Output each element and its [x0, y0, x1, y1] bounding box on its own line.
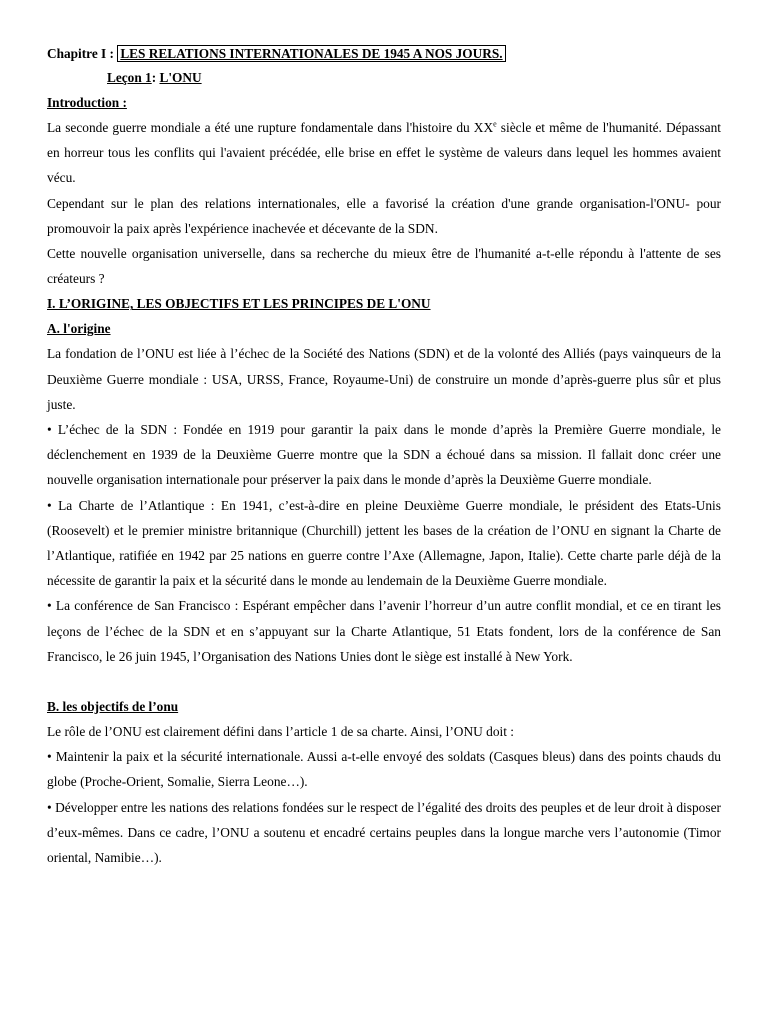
objectives-paragraph-rights: • Développer entre les nations des relations fondées sur le respect de l’égalité des droits des peuples et de leur droit à disposer d’eux-mêmes. Dans ce cadre, l’ONU a soutenu et encadré certains peuples dans la longue marche vers l’autonomie (Timor oriental, Namibie…).	[47, 799, 721, 866]
chapter-title	[47, 42, 721, 65]
subsection-a-heading: A. l'origine	[47, 321, 111, 337]
intro-p1-start: La seconde guerre mondiale a été une rupture fondamentale dans l'histoire du XX	[47, 120, 494, 135]
lesson-sep: :	[151, 70, 160, 85]
lesson-prefix: Leçon 1	[107, 70, 152, 85]
origin-paragraph-san-francisco: • La conférence de San Francisco : Espérant empêcher dans l’avenir l’horreur d’un autre conflit mondial, et ce en tirant les leçons de l’échec de la SDN et en s’appuyant sur la Charte Atlantique, 51 Etats fondent, lors de la conférence de San Francisco, le 26 juin 1945, l’Organisation des Nations Unies dont le siège est installé à New York.	[47, 598, 721, 664]
lesson-name: L'ONU	[159, 70, 202, 85]
section-1-heading: I. L’ORIGINE, LES OBJECTIFS ET LES PRINCIPES DE L'ONU	[47, 296, 431, 312]
chapter-prefix: Chapitre I :	[47, 46, 118, 61]
subsection-b-heading: B. les objectifs de l’onu	[47, 699, 179, 715]
origin-paragraph-1: La fondation de l’ONU est liée à l’échec de la Société des Nations (SDN) et de la volonté des Alliés (pays vainqueurs de la Deuxième Guerre mondiale : USA, URSS, France, Royaume-Uni) de construire un monde d’après-guerre plus sûr et plus juste.	[47, 346, 721, 412]
intro-p1-sup: e	[493, 119, 497, 129]
intro-paragraph-1	[47, 115, 721, 191]
chapter-title-boxed: LES RELATIONS INTERNATIONALES DE 1945 A NOS JOURS.	[117, 45, 505, 62]
intro-heading: Introduction :	[47, 95, 127, 110]
intro-paragraph-3: Cette nouvelle organisation universelle, dans sa recherche du mieux être de l'humanité a-t-elle répondu à l'attente de ses créateurs ?	[47, 246, 721, 287]
objectives-paragraph-1: Le rôle de l’ONU est clairement défini dans l’article 1 de sa charte. Ainsi, l’ONU doit :	[47, 724, 515, 740]
lesson-title	[47, 65, 721, 90]
spacer	[47, 669, 721, 694]
origin-paragraph-sdn: • L’échec de la SDN : Fondée en 1919 pour garantir la paix dans le monde d’après la Première Guerre mondiale, le déclenchement en 1939 de la Deuxième Guerre montre que la SDN a échoué dans sa mission. Il fallait donc créer une nouvelle organisation internationale pour préserver la paix dans le monde d’après la Deuxième Guerre mondiale.	[47, 422, 721, 488]
objectives-paragraph-peace: • Maintenir la paix et la sécurité internationale. Aussi a-t-elle envoyé des soldats (Casques bleus) dans des points chauds du globe (Proche-Orient, Somalie, Sierra Leone…).	[47, 749, 721, 790]
origin-paragraph-charter: • La Charte de l’Atlantique : En 1941, c’est-à-dire en pleine Deuxième Guerre mondiale, le président des Etats-Unis (Roosevelt) et le premier ministre britannique (Churchill) jettent les bases de la création de l’ONU en signant la Charte de l’Atlantique, ratifiée en 1942 par 25 nations en guerre contre l’Axe (Allemagne, Japon, Italie). Cette charte parle déjà de la nécessite de garantir la paix et la sécurité dans le monde au lendemain de la Deuxième Guerre mondiale.	[47, 497, 721, 589]
intro-p1-end: siècle et même de l'humanité. Dépassant en horreur tous les conflits qui l'avaient précédée, elle brise en effet le système de valeurs dans lequel les hommes avaient vécu.	[47, 120, 721, 186]
intro-paragraph-2: Cependant sur le plan des relations internationales, elle a favorisé la création d'une grande organisation-l'ONU- pour promouvoir la paix après l'expérience inachevée et décevante de la SDN.	[47, 195, 721, 236]
